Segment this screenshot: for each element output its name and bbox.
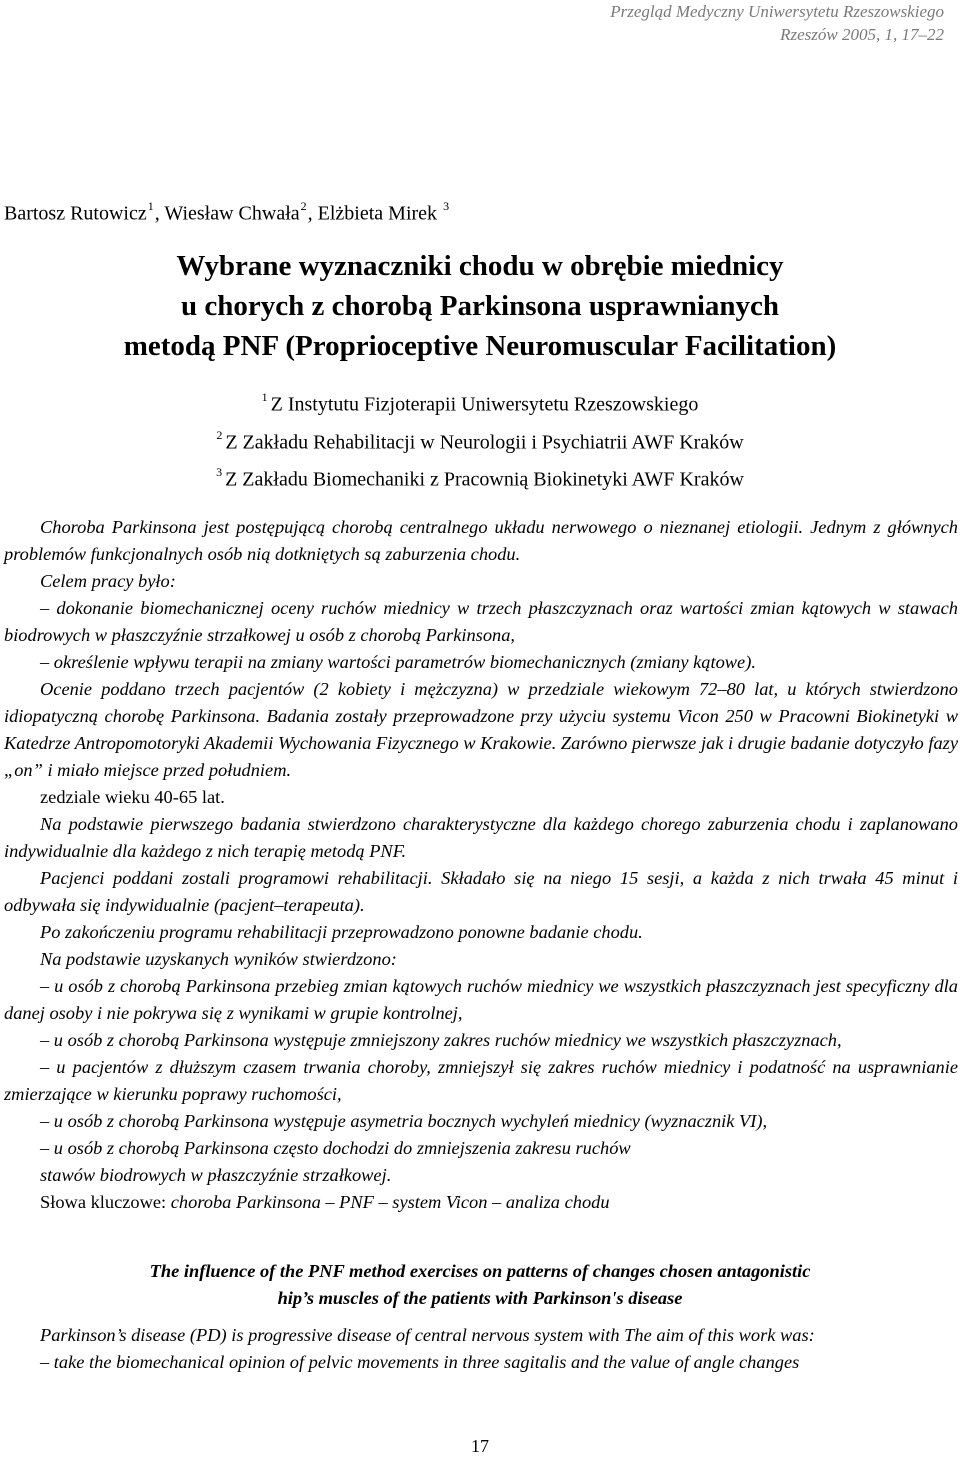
title-line: u chorych z chorobą Parkinsona usprawnianych — [180, 290, 780, 322]
abstract-results-label: Na podstawie uzyskanych wyników stwierdzono: — [40, 949, 397, 969]
affiliation — [0, 458, 960, 496]
author-affiliation-mark: 1 — [147, 199, 154, 213]
abstract-methods: Ocenie poddano trzech pacjentów (2 kobiety i mężczyzna) w przedziale wiekowym 72–80 lat, u których stwierdzono idiopatyczną chorobę Parkinsona. Badania zostały przeprowadzone przy użyciu systemu Vicon 250 w Pracowni Biokinetyki w Katedrze Antropomotoryki Akademii Wychowania Fizycznego w Krakowie. Zarówno pierwsze jak i drugie badanie dotyczyło fazy „on” i miało miejsce przed południem. — [4, 679, 958, 780]
english-abstract-paragraph: – take the biomechanical opinion of pelvic movements in three sagitalis and the value of angle changes — [40, 1352, 800, 1372]
abstract-result: – u osób z chorobą Parkinsona występuje asymetria bocznych wychyleń miednicy (wyznacznik VI), — [40, 1111, 768, 1131]
affiliation — [0, 421, 960, 459]
keywords-text: choroba Parkinsona – PNF – system Vicon – analiza chodu — [170, 1192, 610, 1212]
author-separator: , — [154, 202, 165, 225]
keywords-label: Słowa kluczowe: — [40, 1192, 167, 1212]
abstract-first-study: Na podstawie pierwszego badania stwierdzono charakterystyczne dla każdego chorego zaburzenia chodu i zaplanowano indywidualnie dla każdego z nich terapię metodą PNF. — [4, 814, 958, 861]
journal-issue: Rzeszów 2005, 1, 17–22 — [780, 25, 944, 44]
author-list — [4, 196, 450, 226]
english-title — [0, 1258, 960, 1312]
title-line: Wybrane wyznaczniki chodu w obrębie miednicy — [176, 250, 784, 282]
abstract-result: – u osób z chorobą Parkinsona występuje zmniejszony zakres ruchów miednicy we wszystkich płaszczyznach, — [40, 1030, 842, 1050]
english-title-line: hip’s muscles of the patients with Parkinson's disease — [277, 1288, 683, 1308]
page-number: 17 — [471, 1436, 489, 1456]
english-title-line: The influence of the PNF method exercises on patterns of changes chosen antagonistic — [149, 1261, 811, 1281]
affiliations — [0, 383, 960, 496]
abstract-intro: Choroba Parkinsona jest postępującą chorobą centralnego układu nerwowego o nieznanej etiologii. Jednym z głównych problemów funkcjonalnych osób nią dotkniętych są zaburzenia chodu. — [4, 517, 958, 564]
abstract-after: Po zakończeniu programu rehabilitacji przeprowadzono ponowne badanie chodu. — [40, 922, 643, 942]
abstract-result: – u osób z chorobą Parkinsona często dochodzi do zmniejszenia zakresu ruchów — [40, 1138, 631, 1158]
abstract-pl — [4, 514, 958, 1216]
affiliation-mark: 1 — [261, 390, 268, 404]
paper-title — [0, 246, 960, 366]
affiliation-text: Z Zakładu Rehabilitacji w Neurologii i Psychiatrii AWF Kraków — [225, 431, 744, 454]
title-line: metodą PNF (Proprioceptive Neuromuscular Facilitation) — [123, 330, 837, 362]
affiliation-mark: 2 — [216, 427, 223, 442]
abstract-aims-label: Celem pracy było: — [40, 571, 176, 591]
affiliation-mark: 3 — [216, 465, 223, 480]
abstract-aim: – określenie wpływu terapii na zmiany wartości parametrów biomechanicznych (zmiany kątowe). — [40, 652, 756, 672]
affiliation-text: Z Instytutu Fizjoterapii Uniwersytetu Rzeszowskiego — [270, 393, 699, 416]
author-affiliation-mark: 2 — [300, 199, 307, 213]
author-name: Bartosz Rutowicz — [4, 202, 147, 225]
author-affiliation-mark: 3 — [443, 199, 450, 213]
abstract-fragment: zedziale wieku 40-65 lat. — [40, 787, 225, 807]
abstract-aim: – dokonanie biomechanicznej oceny ruchów miednicy w trzech płaszczyznach oraz wartości zmian kątowych w stawach biodrowych w płaszczyźnie strzałkowej u osób z chorobą Parkinsona, — [4, 598, 958, 645]
abstract-result: – u pacjentów z dłuższym czasem trwania choroby, zmniejszył się zakres ruchów miednicy i podatność na usprawnianie zmierzające w kierunku poprawy ruchomości, — [4, 1057, 958, 1104]
journal-header — [610, 0, 944, 46]
journal-name: Przegląd Medyczny Uniwersytetu Rzeszowskiego — [610, 2, 944, 21]
abstract-result: stawów biodrowych w płaszczyźnie strzałkowej. — [40, 1165, 392, 1185]
abstract-result: – u osób z chorobą Parkinsona przebieg zmian kątowych ruchów miednicy we wszystkich płaszczyznach jest specyficzny dla danej osoby i nie pokrywa się z wynikami w grupie kontrolnej, — [4, 976, 958, 1023]
author-name: Elżbieta Mirek — [317, 202, 438, 225]
english-abstract — [4, 1322, 958, 1376]
author-name: Wiesław Chwała — [164, 202, 300, 225]
affiliation-text: Z Zakładu Biomechaniki z Pracownią Biokinetyki AWF Kraków — [225, 468, 744, 491]
keywords — [4, 1189, 958, 1216]
abstract-program: Pacjenci poddani zostali programowi rehabilitacji. Składało się na niego 15 sesji, a każda z nich trwała 45 minut i odbywała się indywidualnie (pacjent–terapeuta). — [4, 868, 958, 915]
affiliation — [0, 383, 960, 421]
english-abstract-paragraph: Parkinson’s disease (PD) is progressive disease of central nervous system with The aim of this work was: — [40, 1325, 815, 1345]
author-separator: , — [307, 202, 318, 225]
